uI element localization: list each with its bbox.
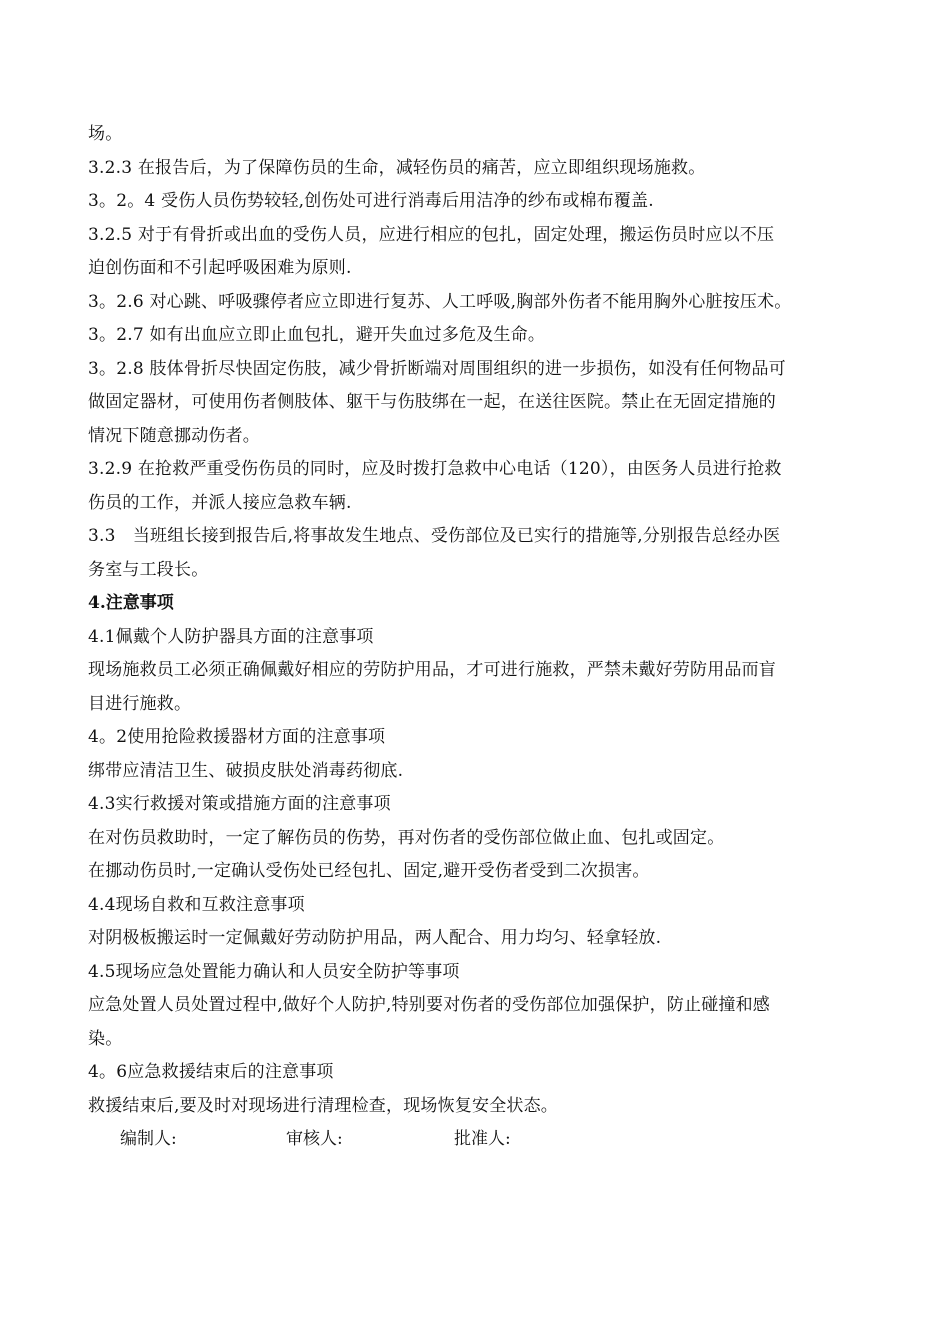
text-line: 4.3实行救援对策或措施方面的注意事项: [88, 794, 391, 814]
text-line: 对阴极板搬运时一定佩戴好劳动防护用品，两人配合、用力均匀、轻拿轻放.: [88, 928, 662, 948]
text-line: 绑带应清洁卫生、破损皮肤处消毒药彻底.: [88, 760, 404, 781]
text-line: 3。2。4 受伤人员伤势较轻,创伤处可进行消毒后用洁净的纱布或棉布覆盖.: [88, 191, 654, 211]
text-line: 4.5现场应急处置能力确认和人员安全防护等事项: [88, 961, 460, 982]
paragraph: [88, 520, 864, 587]
text-line: 在对伤员救助时，一定了解伤员的伤势，再对伤者的受伤部位做止血、包扎或固定。: [88, 827, 725, 848]
paragraph-line: 做固定器材，可使用伤者侧肢体、躯干与伤肢绑在一起，在送往医院。禁止在无固定措施的: [88, 392, 776, 412]
paragraph: [88, 453, 864, 520]
text-line: 3.2.3 在报告后，为了保障伤员的生命，减轻伤员的痛苦，应立即组织现场施救。: [88, 157, 706, 178]
text-line: 场。: [88, 124, 123, 144]
compiler-label: 编制人:: [120, 1129, 177, 1149]
text-line: 3。2.7 如有出血应立即止血包扎，避开失血过多危及生命。: [88, 325, 546, 345]
text-line: 4。6应急救援结束后的注意事项: [88, 1062, 334, 1082]
paragraph-line: 伤员的工作，并派人接应急救车辆.: [88, 492, 352, 513]
paragraph-line: 3。2.8 肢体骨折尽快固定伤肢，减少骨折断端对周围组织的进一步损伤，如没有任何物品可: [88, 358, 786, 379]
paragraph-line: 3.2.9 在抢救严重受伤伤员的同时，应及时拨打急救中心电话（120），由医务人员进行抢救: [88, 459, 782, 479]
paragraph: [88, 654, 864, 721]
document-body: [88, 118, 864, 1123]
text-line: 4.4现场自救和互救注意事项: [88, 894, 305, 915]
paragraph: [88, 353, 864, 454]
paragraph-line: 迫创伤面和不引起呼吸困难为原则.: [88, 258, 352, 278]
text-line: 4.1佩戴个人防护器具方面的注意事项: [88, 626, 374, 647]
paragraph-line: 染。: [88, 1028, 123, 1049]
paragraph: [88, 989, 864, 1056]
paragraph-line: 应急处置人员处置过程中,做好个人防护,特别要对伤者的受伤部位加强保护，防止碰撞和感: [88, 995, 771, 1015]
text-line: 在挪动伤员时,一定确认受伤处已经包扎、固定,避开受伤者受到二次损害。: [88, 861, 650, 881]
paragraph-line: 3.3 当班组长接到报告后,将事故发生地点、受伤部位及已实行的措施等,分别报告总经办医: [88, 526, 781, 546]
approver-label: 批准人:: [454, 1129, 511, 1149]
text-line: 3。2.6 对心跳、呼吸骤停者应立即进行复苏、人工呼吸,胸部外伤者不能用胸外心脏按压术。: [88, 291, 792, 312]
paragraph-line: 3.2.5 对于有骨折或出血的受伤人员，应进行相应的包扎，固定处理，搬运伤员时应以不压: [88, 224, 775, 245]
document-page: [88, 118, 864, 1157]
reviewer-label: 审核人:: [286, 1129, 343, 1149]
paragraph-line: 情况下随意挪动伤者。: [88, 425, 260, 446]
paragraph-line: 现场施救员工必须正确佩戴好相应的劳防护用品，才可进行施救，严禁未戴好劳防用品而盲: [88, 660, 776, 680]
text-line: 4。2使用抢险救援器材方面的注意事项: [88, 727, 386, 747]
paragraph: [88, 219, 864, 286]
section-heading: 4.注意事项: [88, 593, 174, 613]
signature-row: [88, 1123, 864, 1157]
paragraph-line: 务室与工段长。: [88, 559, 209, 580]
paragraph-line: 目进行施救。: [88, 693, 192, 714]
text-line: 救援结束后,要及时对现场进行清理检查，现场恢复安全状态。: [88, 1095, 559, 1116]
